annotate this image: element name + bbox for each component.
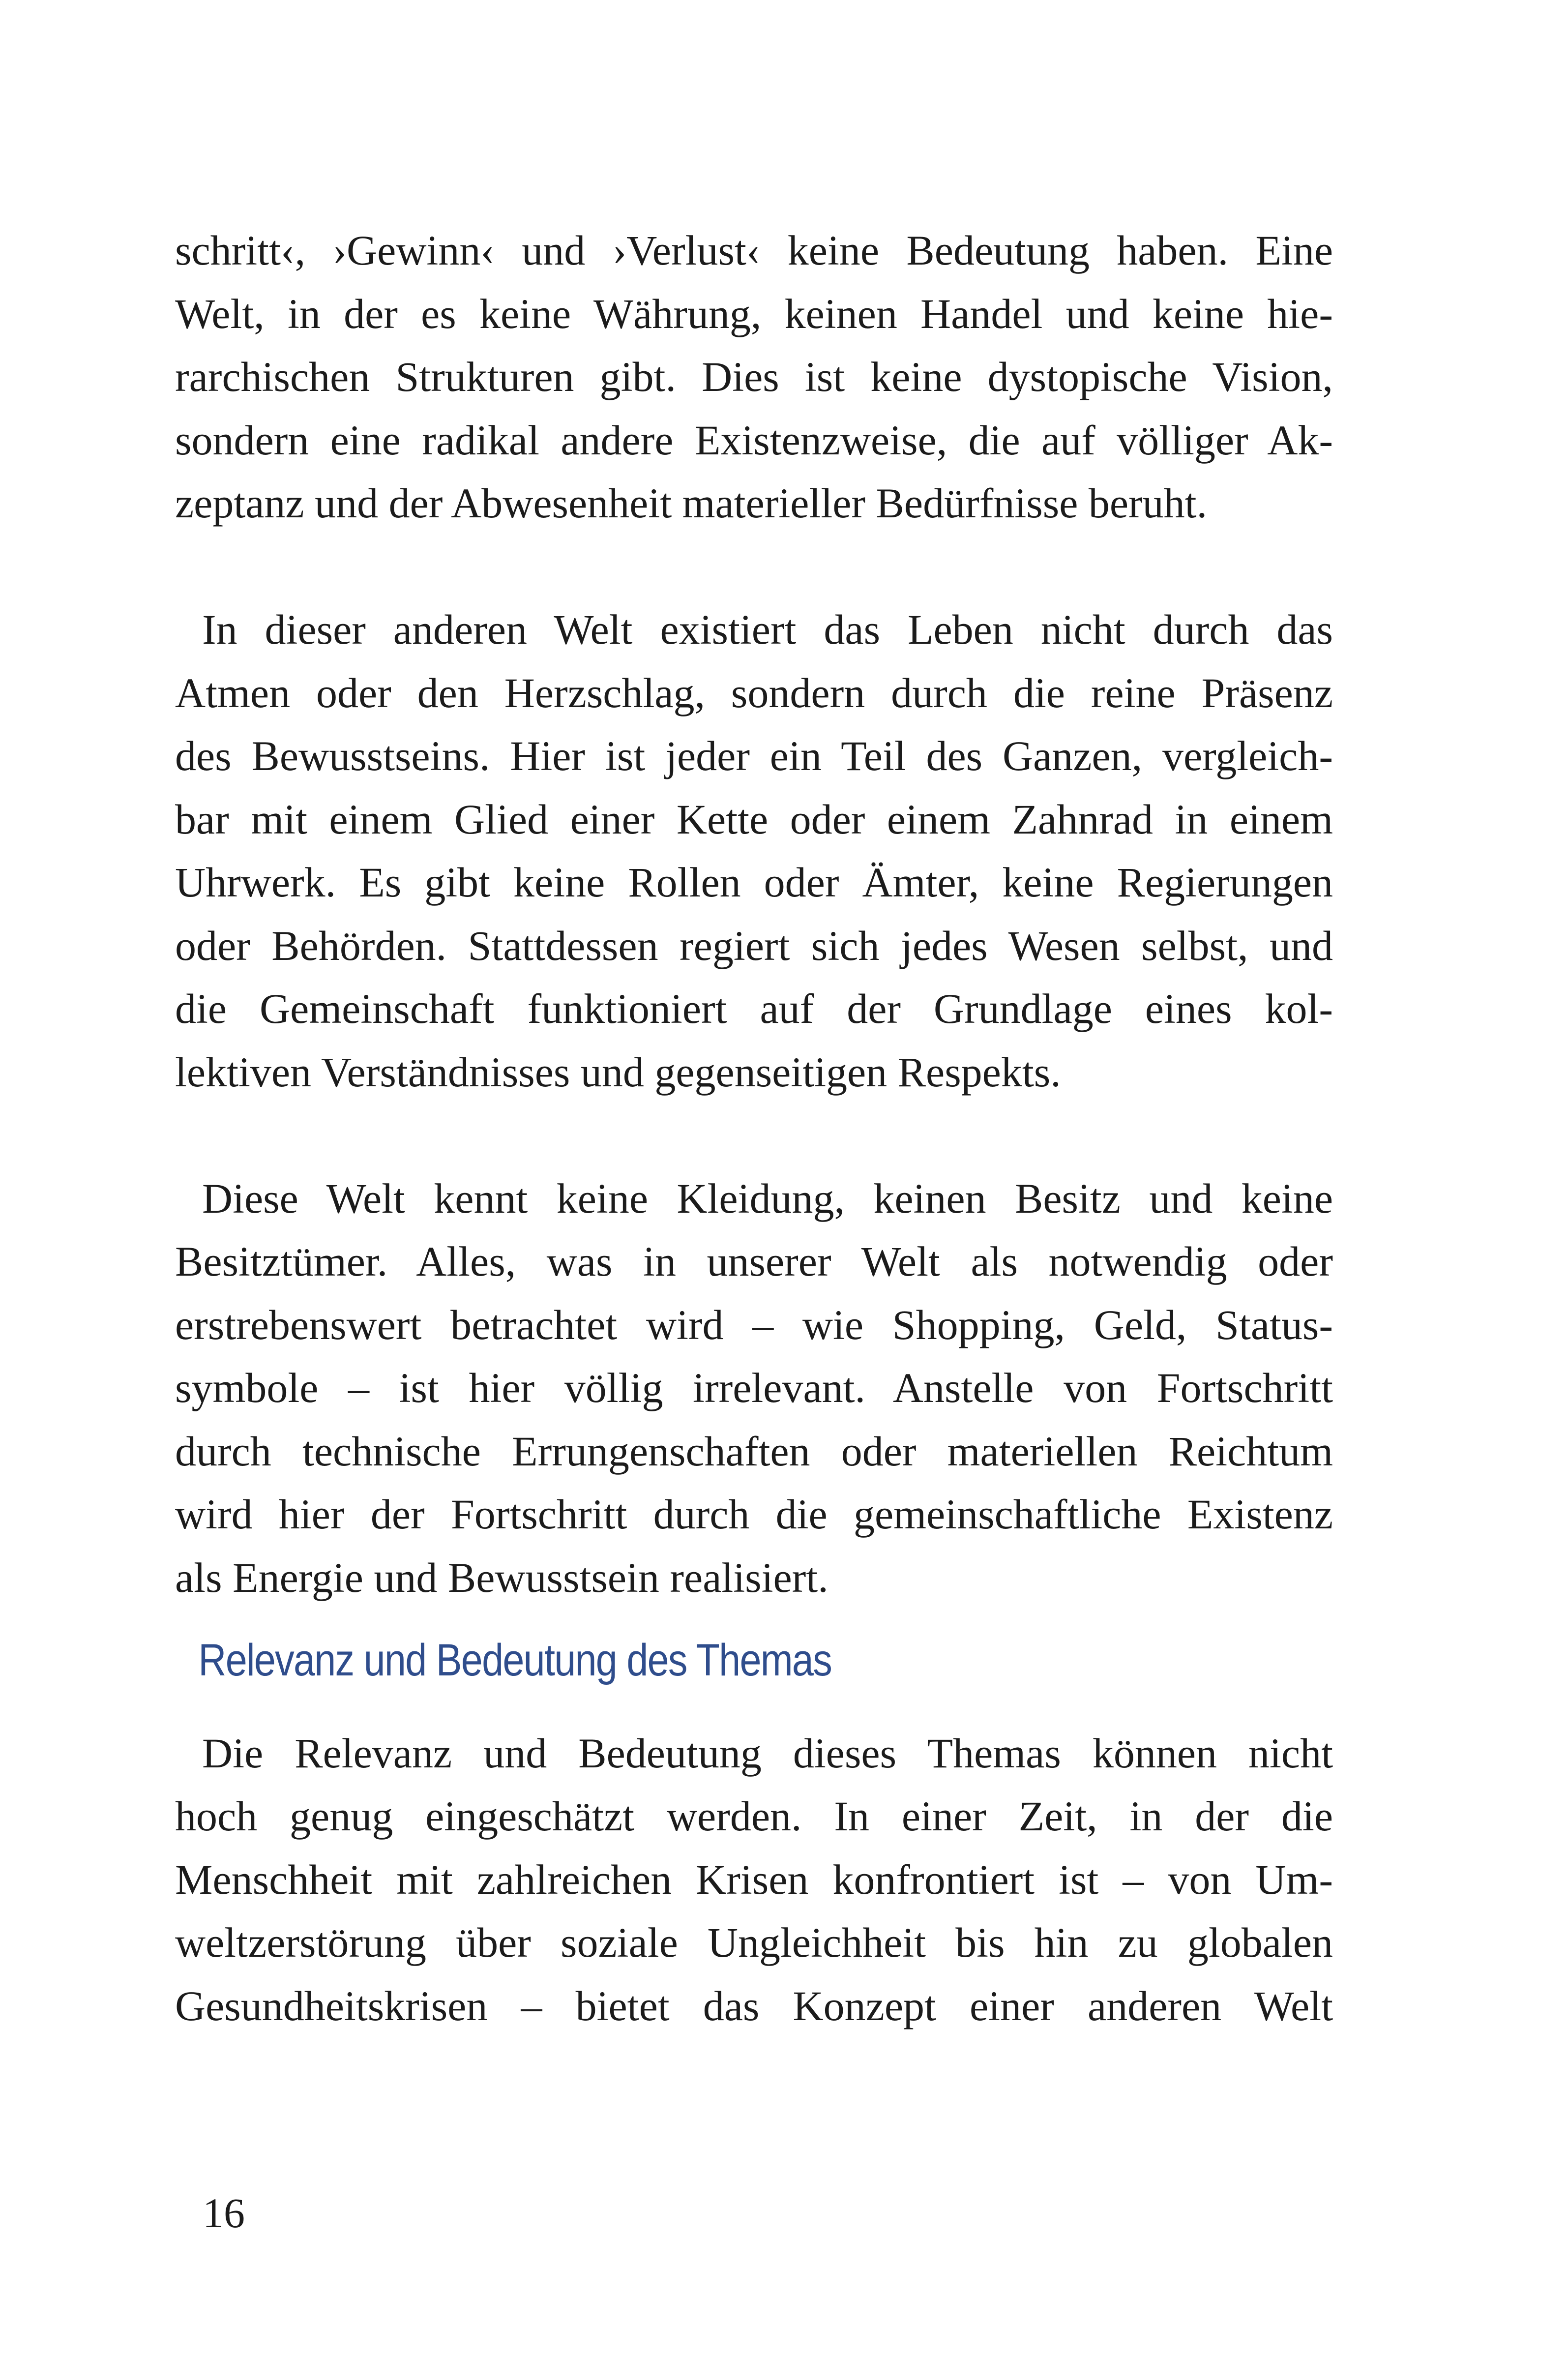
text-line: oder Behörden. Stattdessen regiert sich jedes Wesen selbst, und xyxy=(175,922,1333,969)
text-line: erstrebenswert betrachtet wird – wie Shopping, Geld, Status- xyxy=(175,1301,1333,1348)
text-line: hoch genug eingeschätzt werden. In einer Zeit, in der die xyxy=(175,1792,1333,1840)
text-line: zeptanz und der Abwesenheit materieller Bedürfnisse beruht. xyxy=(175,479,1208,527)
text-line: als Energie und Bewusstsein realisiert. xyxy=(175,1553,828,1601)
text-line: durch technische Errungenschaften oder materiellen Reichtum xyxy=(175,1427,1333,1475)
paragraph-3 xyxy=(175,1167,1333,1610)
paragraph-spacer xyxy=(175,535,1333,598)
text-line: Besitztümer. Alles, was in unserer Welt als notwendig oder xyxy=(175,1238,1333,1285)
text-line: Atmen oder den Herzschlag, sondern durch die reine Präsenz xyxy=(175,669,1333,716)
text-line: schritt‹, ›Gewinn‹ und ›Verlust‹ keine Bedeutung haben. Eine xyxy=(175,227,1333,274)
text-line: wird hier der Fortschritt durch die gemeinschaftliche Existenz xyxy=(175,1491,1333,1538)
paragraph-2 xyxy=(175,598,1333,1104)
text-line: Menschheit mit zahlreichen Krisen konfrontiert ist – von Um- xyxy=(175,1855,1333,1903)
page-number: 16 xyxy=(203,2189,245,2237)
text-line: weltzerstörung über soziale Ungleichheit bis hin zu globalen xyxy=(175,1919,1333,1966)
text-column xyxy=(175,219,1333,2037)
text-line: Gesundheitskrisen – bietet das Konzept einer anderen Welt xyxy=(175,1982,1333,2030)
text-line: In dieser anderen Welt existiert das Leben nicht durch das xyxy=(202,606,1333,653)
text-line: bar mit einem Glied einer Kette oder einem Zahnrad in einem xyxy=(175,795,1333,843)
paragraph-1 xyxy=(175,219,1333,535)
paragraph-4 xyxy=(175,1722,1333,2038)
text-line: Die Relevanz und Bedeutung dieses Themas können nicht xyxy=(202,1729,1333,1777)
text-line: des Bewusstseins. Hier ist jeder ein Teil des Ganzen, vergleich- xyxy=(175,732,1333,779)
text-line: Welt, in der es keine Währung, keinen Handel und keine hie- xyxy=(175,290,1333,337)
paragraph-spacer xyxy=(175,1104,1333,1167)
text-line: symbole – ist hier völlig irrelevant. Anstelle von Fortschritt xyxy=(175,1364,1333,1411)
text-line: die Gemeinschaft funktioniert auf der Grundlage eines kol- xyxy=(175,985,1333,1032)
text-line: lektiven Verständnisses und gegenseitigen Respekts. xyxy=(175,1048,1061,1096)
section-heading: Relevanz und Bedeutung des Themas xyxy=(198,1635,832,1685)
text-line: Diese Welt kennt keine Kleidung, keinen Besitz und keine xyxy=(202,1174,1333,1222)
text-line: sondern eine radikal andere Existenzweise, die auf völliger Ak- xyxy=(175,416,1333,464)
text-line: Uhrwerk. Es gibt keine Rollen oder Ämter, keine Regierungen xyxy=(175,859,1333,906)
text-line: rarchischen Strukturen gibt. Dies ist keine dystopische Vision, xyxy=(175,353,1333,400)
